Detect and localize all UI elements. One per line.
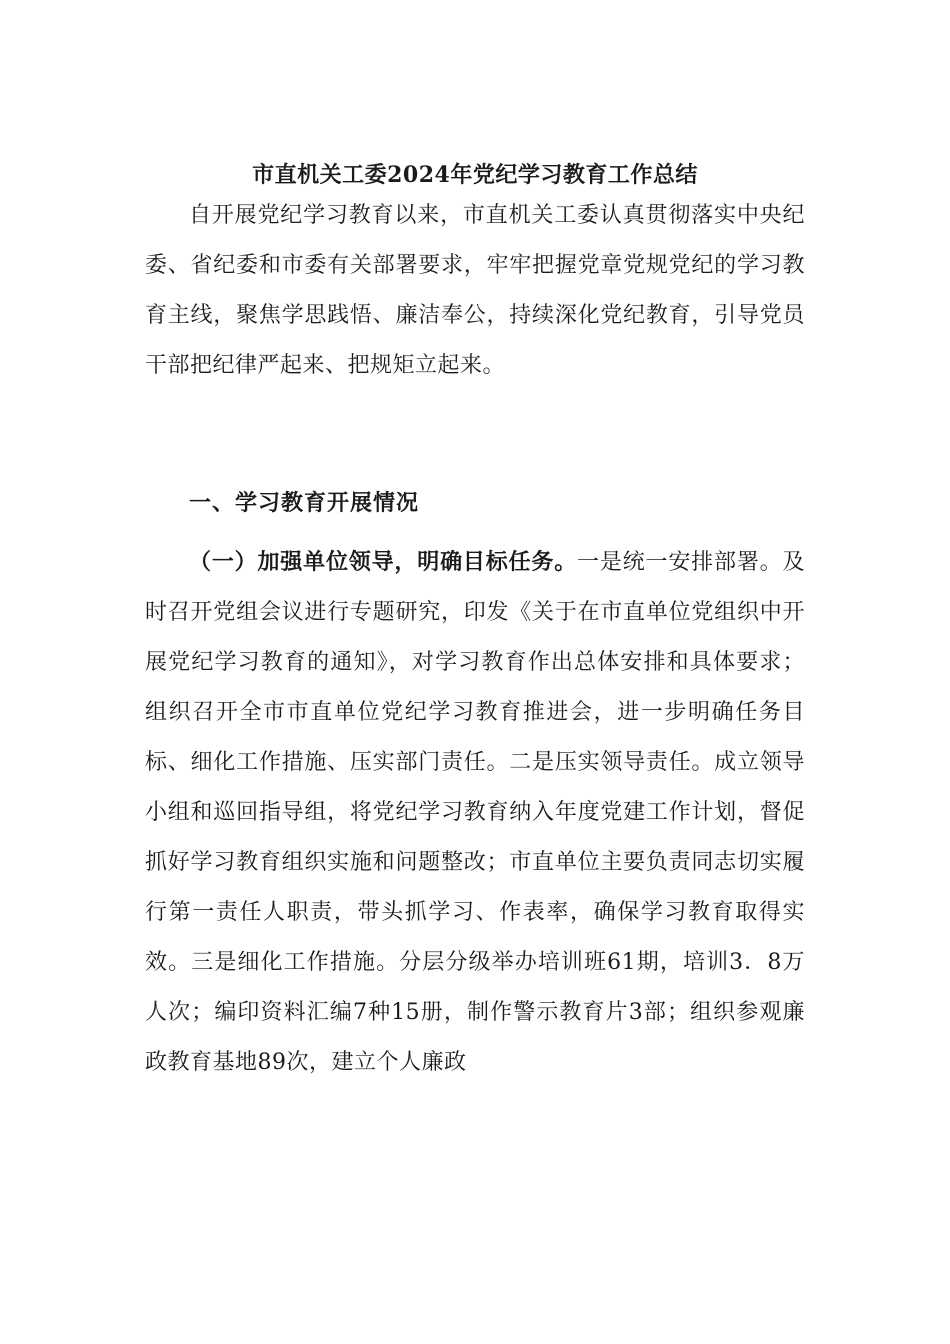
subsection-paragraph bbox=[145, 537, 805, 1088]
section-heading: 一、学习教育开展情况 bbox=[189, 490, 420, 516]
subsection-text: 一是统一安排部署。及时召开党组会议进行专题研究，印发《关于在市直单位党组织中开展党纪学习教育的通知》，对学习教育作出总体安排和具体要求；组织召开全市市直单位党纪学习教育推进会，进一步明确任务目标、细化工作措施、压实部门责任。二是压实领导责任。成立领导小组和巡回指导组，将党纪学习教育纳入年度党建工作计划，督促抓好学习教育组织实施和问题整改；市直单位主要负责同志切实履行第一责任人职责，带头抓学习、作表率，确保学习教育取得实效。三是细化工作措施。分层分级举办培训班61期，培训3．8万人次；编印资料汇编7种15册，制作警示教育片3部；组织参观廉政教育基地89次，建立个人廉政 bbox=[145, 550, 805, 1075]
subsection-lead: （一）加强单位领导，明确目标任务。 bbox=[189, 549, 578, 575]
document-title: 市直机关工委2024年党纪学习教育工作总结 bbox=[252, 162, 698, 188]
intro-paragraph: 自开展党纪学习教育以来，市直机关工委认真贯彻落实中央纪委、省纪委和市委有关部署要求，牢牢把握党章党规党纪的学习教育主线，聚焦学思践悟、廉洁奉公，持续深化党纪教育，引导党员干部把纪律严起来、把规矩立起来。 bbox=[145, 203, 805, 378]
